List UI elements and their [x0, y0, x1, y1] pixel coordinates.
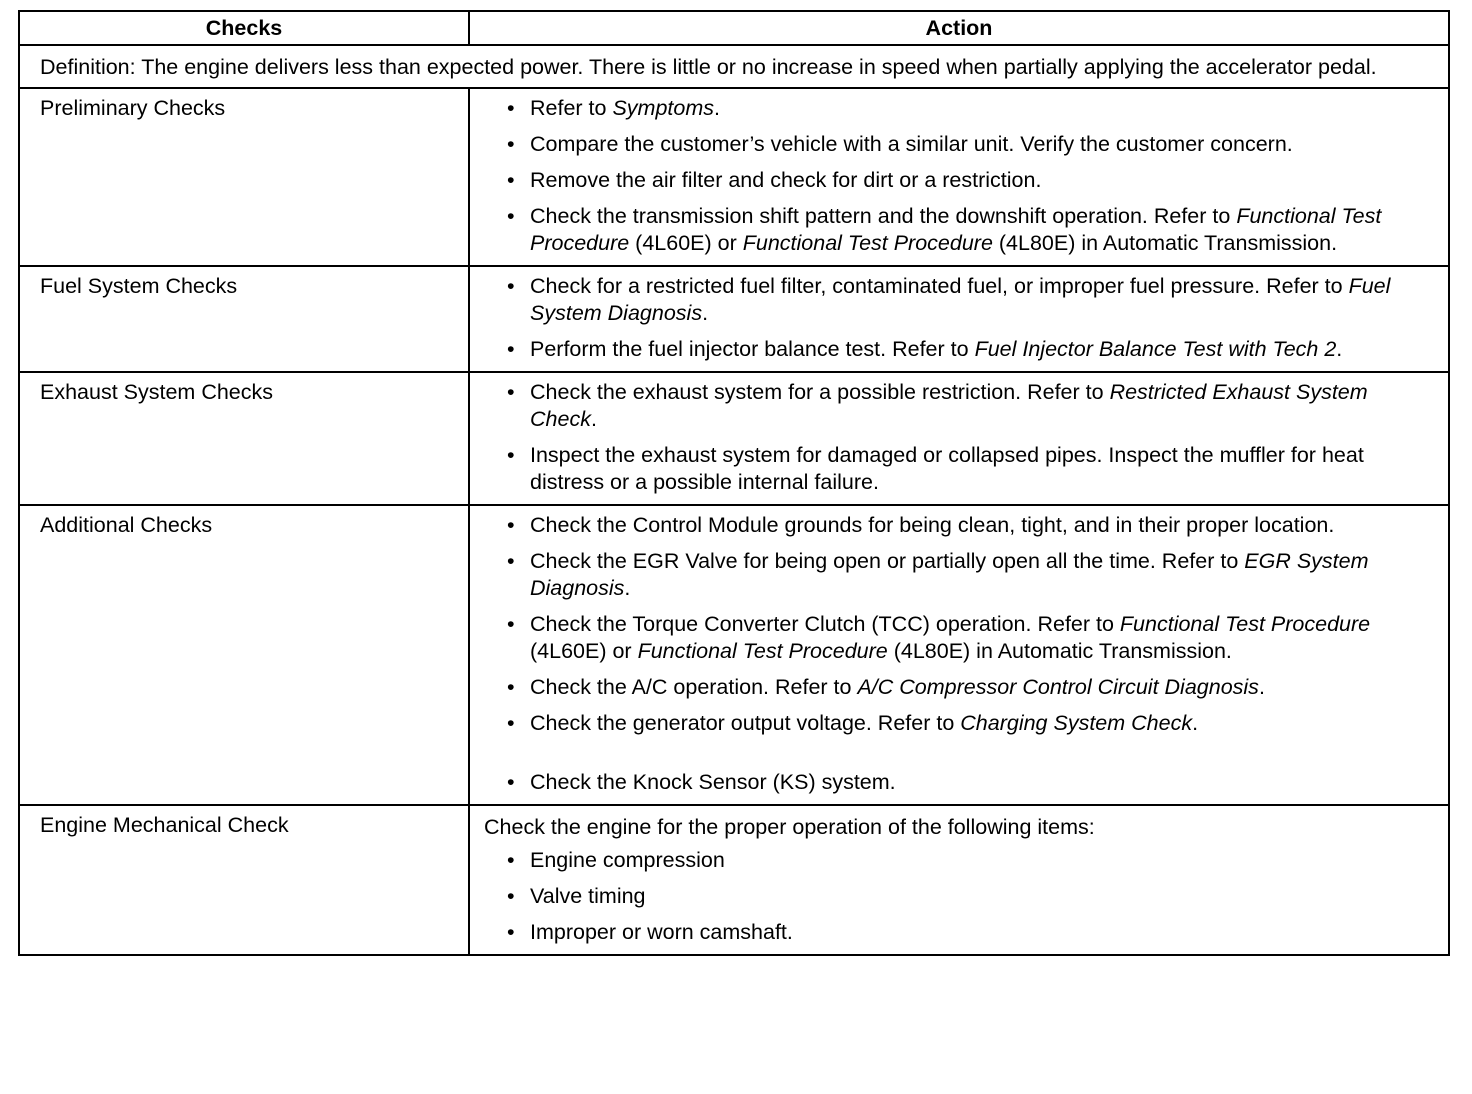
reference-link: Functional Test Procedure	[742, 231, 993, 255]
bullet-icon: •	[507, 549, 515, 573]
bullet-icon: •	[507, 168, 515, 192]
bullet-icon: •	[507, 204, 515, 228]
list-item	[484, 611, 1440, 665]
list-item	[484, 273, 1440, 327]
check-label: Additional Checks	[19, 505, 469, 805]
list-item	[484, 131, 1440, 158]
item-text: .	[624, 576, 631, 600]
check-label: Engine Mechanical Check	[19, 805, 469, 955]
item-text: (4L80E) in Automatic Transmission.	[992, 231, 1338, 255]
item-text: (4L60E) or	[629, 231, 743, 255]
item-text: Inspect the exhaust system for damaged or collapsed pipes. Inspect the muffler for heat distress or a possible internal failure.	[530, 443, 1364, 494]
action-list	[484, 847, 1440, 946]
bullet-icon: •	[507, 675, 515, 699]
list-item	[484, 710, 1440, 737]
list-item	[484, 548, 1440, 602]
list-item	[484, 167, 1440, 194]
list-item	[484, 769, 1440, 796]
bullet-icon: •	[507, 96, 515, 120]
item-text: Compare the customer’s vehicle with a similar unit. Verify the customer concern.	[530, 132, 1293, 156]
reference-link: A/C Compressor Control Circuit Diagnosis	[857, 675, 1259, 699]
list-item	[484, 919, 1440, 946]
list-item	[484, 512, 1440, 539]
item-text: .	[702, 301, 709, 325]
item-text: .	[1336, 337, 1343, 361]
action-cell	[469, 805, 1449, 955]
bullet-icon: •	[507, 337, 515, 361]
list-item	[484, 847, 1440, 874]
item-text: Refer to	[530, 96, 613, 120]
reference-link: Functional Test Procedure	[530, 204, 1382, 255]
reference-link: Charging System Check	[960, 711, 1193, 735]
reference-link: Restricted Exhaust System Check	[530, 380, 1368, 431]
action-column-header: Action	[469, 11, 1449, 45]
bullet-icon: •	[507, 848, 515, 872]
table-row	[19, 372, 1449, 505]
bullet-icon: •	[507, 380, 515, 404]
item-text: Perform the fuel injector balance test. Refer to	[530, 337, 975, 361]
checks-column-header: Checks	[19, 11, 469, 45]
action-list	[484, 95, 1440, 257]
table-row	[19, 805, 1449, 955]
list-item	[484, 674, 1440, 701]
list-item	[484, 883, 1440, 910]
reference-link: Functional Test Procedure	[637, 639, 888, 663]
bullet-icon: •	[507, 513, 515, 537]
item-text: Improper or worn camshaft.	[530, 920, 793, 944]
reference-link: Fuel System Diagnosis	[530, 274, 1391, 325]
table-row	[19, 266, 1449, 372]
item-text: Check the Knock Sensor (KS) system.	[530, 770, 896, 794]
item-text: Check the A/C operation. Refer to	[530, 675, 858, 699]
table-row	[19, 505, 1449, 805]
definition-text: Definition: The engine delivers less than expected power. There is little or no increase in speed when partially applying the accelerator pedal.	[19, 45, 1449, 88]
diagnostic-table	[18, 10, 1450, 956]
item-text: Check the Control Module grounds for being clean, tight, and in their proper location.	[530, 513, 1335, 537]
list-item	[484, 336, 1440, 363]
reference-link: EGR System Diagnosis	[530, 549, 1369, 600]
table-row	[19, 88, 1449, 266]
item-text: Check for a restricted fuel filter, contaminated fuel, or improper fuel pressure. Refer to	[530, 274, 1349, 298]
action-list	[484, 379, 1440, 496]
reference-link: Symptoms	[612, 96, 715, 120]
item-text: Check the transmission shift pattern and the downshift operation. Refer to	[530, 204, 1237, 228]
item-text: (4L60E) or	[530, 639, 638, 663]
definition-row	[19, 45, 1449, 88]
bullet-icon: •	[507, 443, 515, 467]
action-cell	[469, 505, 1449, 805]
item-text: .	[1258, 675, 1265, 699]
reference-link: Fuel Injector Balance Test with Tech 2	[974, 337, 1337, 361]
item-text: (4L80E) in Automatic Transmission.	[887, 639, 1232, 663]
bullet-icon: •	[507, 274, 515, 298]
item-text: .	[1192, 711, 1199, 735]
reference-link: Functional Test Procedure	[1119, 612, 1371, 636]
bullet-icon: •	[507, 770, 515, 794]
item-text: Check the exhaust system for a possible restriction. Refer to	[530, 380, 1110, 404]
header-row	[19, 11, 1449, 45]
item-text: Engine compression	[530, 848, 725, 872]
item-text: Check the EGR Valve for being open or partially open all the time. Refer to	[530, 549, 1245, 573]
item-text: .	[590, 407, 597, 431]
item-text: Check the generator output voltage. Refer to	[530, 711, 961, 735]
bullet-icon: •	[507, 920, 515, 944]
list-item	[484, 442, 1440, 496]
item-text: Remove the air filter and check for dirt or a restriction.	[530, 168, 1042, 192]
item-text: Check the Torque Converter Clutch (TCC) operation. Refer to	[530, 612, 1120, 636]
list-item	[484, 203, 1440, 257]
check-label: Preliminary Checks	[19, 88, 469, 266]
action-list	[484, 273, 1440, 363]
bullet-icon: •	[507, 612, 515, 636]
intro-text: Check the engine for the proper operation of the following items:	[484, 815, 1095, 839]
bullet-icon: •	[507, 132, 515, 156]
action-cell	[469, 266, 1449, 372]
check-label: Fuel System Checks	[19, 266, 469, 372]
item-text: .	[714, 96, 720, 120]
list-item	[484, 95, 1440, 122]
bullet-icon: •	[507, 711, 515, 735]
action-cell	[469, 88, 1449, 266]
bullet-icon: •	[507, 884, 515, 908]
action-list	[484, 512, 1440, 796]
item-text: Valve timing	[530, 884, 646, 908]
list-item	[484, 379, 1440, 433]
action-cell	[469, 372, 1449, 505]
check-label: Exhaust System Checks	[19, 372, 469, 505]
